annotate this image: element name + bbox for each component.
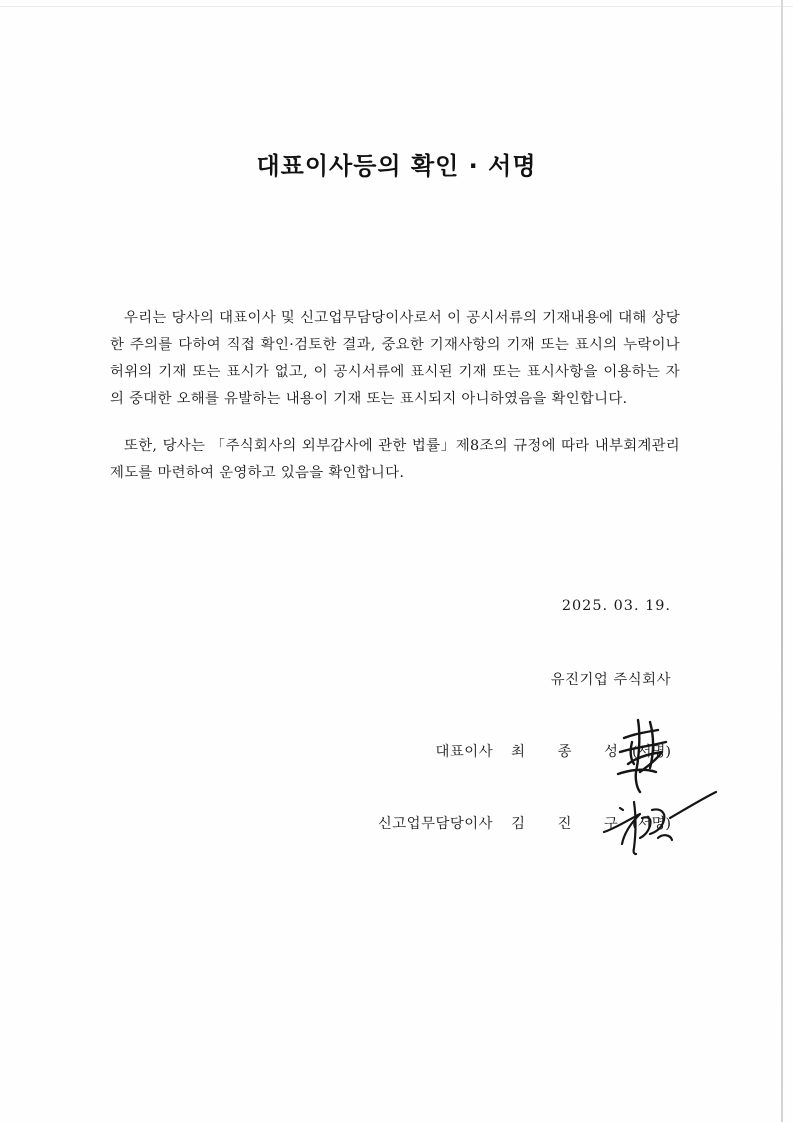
signature-mark-label: (서명) [631,744,671,760]
signature-line-ceo [435,740,671,761]
document-date: 2025. 03. 19. [561,598,671,614]
page-title: 대표이사등의 확인 · 서명 [256,152,537,180]
scan-edge-top [0,6,793,7]
signatory-name: 김 진 구 [511,816,632,832]
signature-line-officer [378,812,671,833]
paragraph-internal-control: 또한, 당사는 「주식회사의 외부감사에 관한 법률」제8조의 규정에 따라 내부회계관리제도를 마련하여 운영하고 있음을 확인합니다. [110,438,680,481]
signature-mark-label: (서명) [631,816,671,832]
company-name: 유진기업 주식회사 [550,672,671,688]
signatory-role: 대표이사 [435,744,494,760]
paragraph-confirmation: 우리는 당사의 대표이사 및 신고업무담당이사로서 이 공시서류의 기재내용에 대해 상당한 주의를 다하여 직접 확인·검토한 결과, 중요한 기재사항의 기재 또는 표시의 누락이나 허위의 기재 또는 표시가 없고, 이 공시서류에 표시된 기재 또는 표시사항을 이용하는 자의 중대한 오해를 유발하는 내용이 기재 또는 표시되지 아니하였음을 확인합니다. [110,310,680,407]
signatory-name: 최 종 성 [511,744,632,760]
confirmation-body [110,305,680,487]
signatory-role: 신고업무담당이사 [377,816,494,832]
